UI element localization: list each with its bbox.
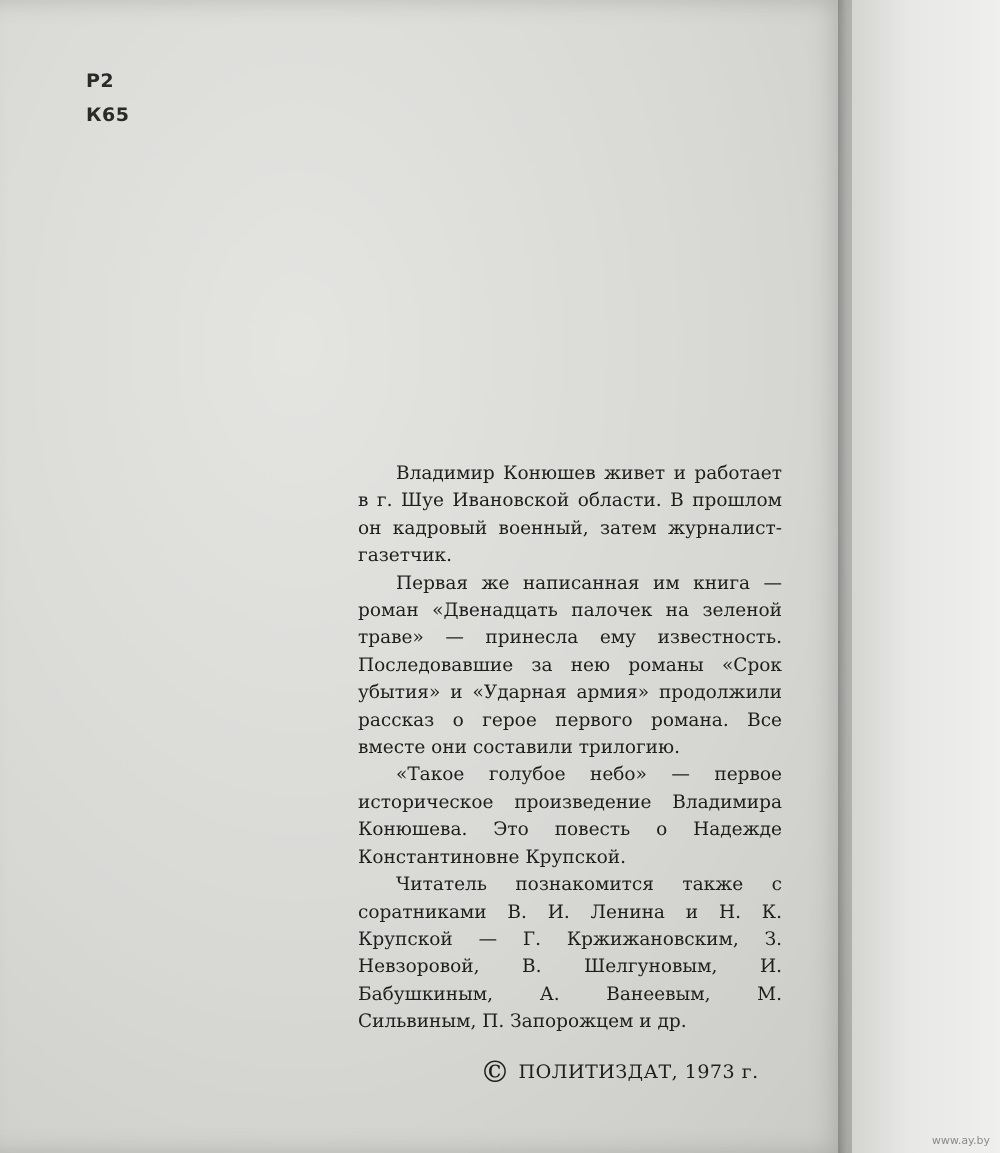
page-gutter-shadow	[838, 0, 852, 1153]
copyright-icon: ©	[480, 1055, 511, 1090]
annotation-paragraph-4: Читатель познакомится также с соратниками В. И. Ленина и Н. К. Крупской — Г. Кржижановским, З. Невзоровой, В. Шелгуновым, И. Бабушкиным, А. Ванеевым, М. Сильвиным, П. Запорожцем и др.	[358, 874, 782, 1033]
annotation-paragraph-1: Владимир Конюшев живет и работает в г. Шуе Ивановской области. В прошлом он кадровый военный, затем журналист-газетчик.	[358, 463, 782, 567]
annotation-paragraph-3: «Такое голубое небо» — первое историческое произведение Владимира Конюшева. Это повесть о Надежде Константиновне Крупской.	[358, 764, 782, 868]
publisher-text: ПОЛИТИЗДАТ, 1973 г.	[518, 1061, 759, 1083]
annotation-paragraph-2: Первая же написанная им книга — роман «Двенадцать палочек на зеленой траве» — принесла ему известность. Последовавшие за нею романы «Срок убытия» и «Ударная армия» продолжили рассказ о герое первого романа. Все вместе они составили трилогию.	[358, 572, 782, 759]
classification-code-2: К65	[86, 104, 130, 126]
right-page-edge	[852, 0, 1000, 1153]
publisher-imprint	[480, 1055, 759, 1090]
book-annotation	[358, 460, 782, 1036]
classification-code-1: Р2	[86, 70, 115, 92]
watermark: www.ay.by	[931, 1134, 990, 1147]
